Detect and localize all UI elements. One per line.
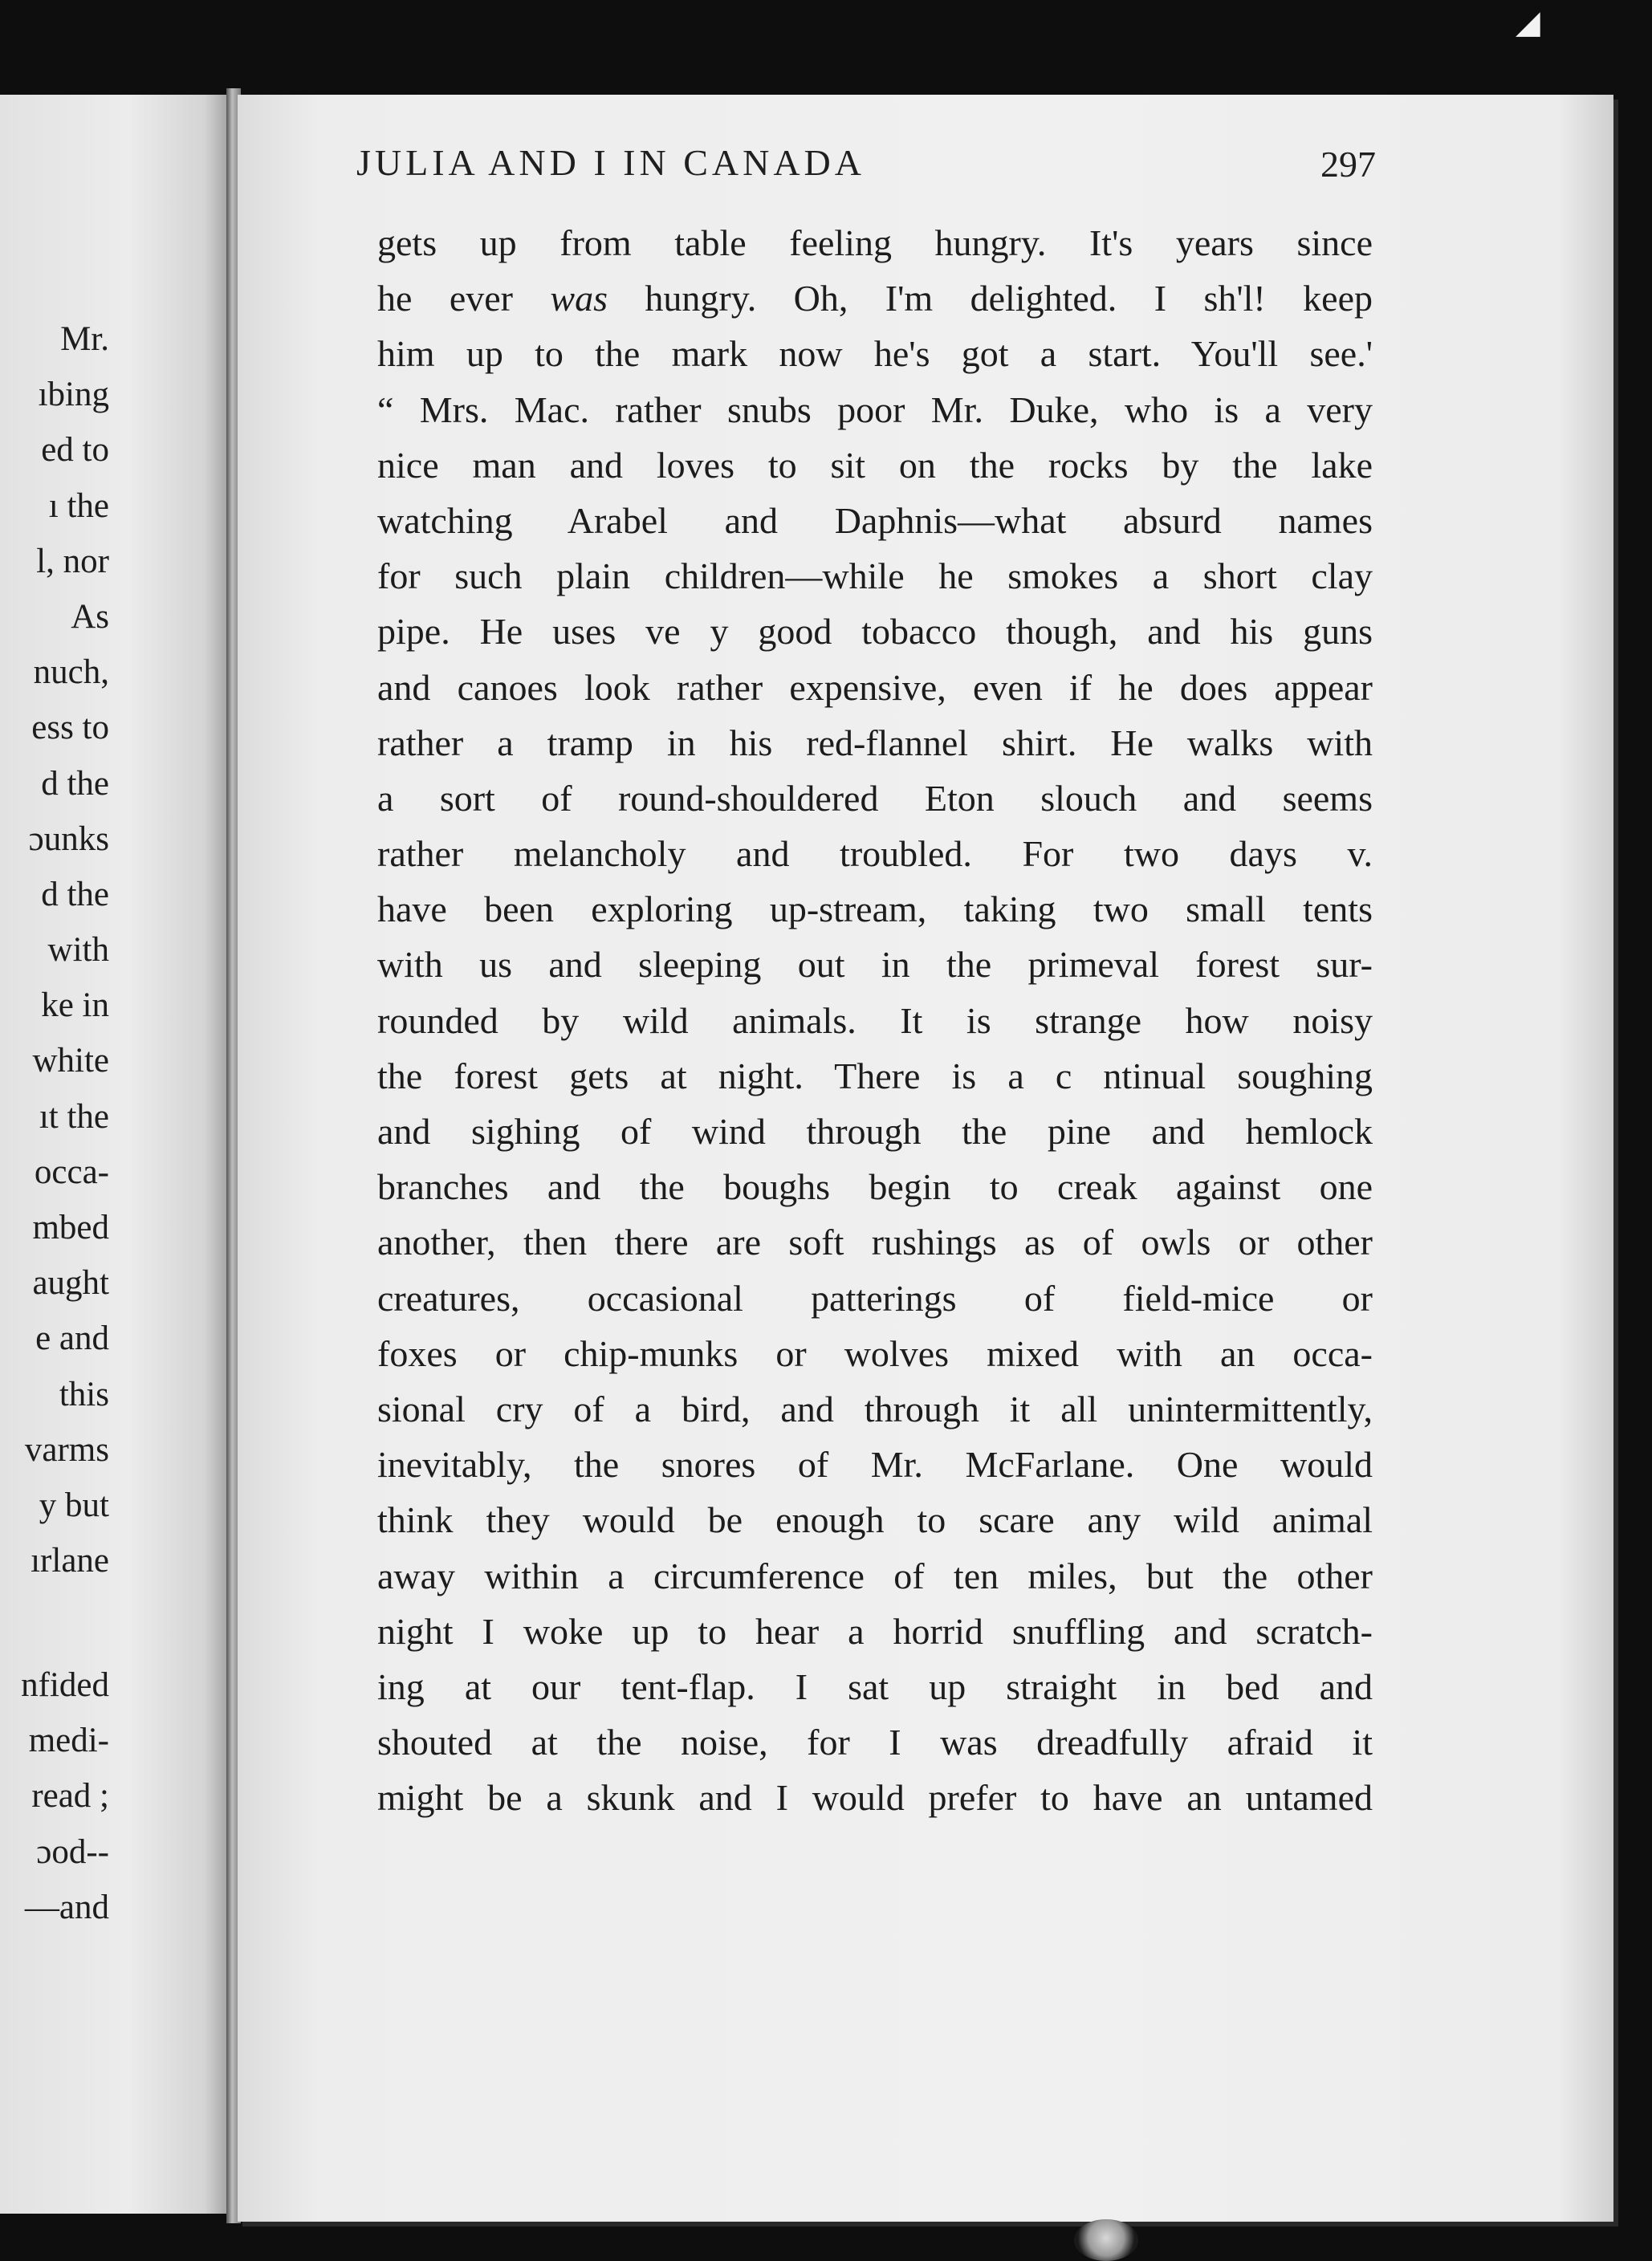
text-line: another, then there are soft rushings as of owls or other xyxy=(377,1222,1373,1263)
left-page-line: e and xyxy=(35,1320,109,1358)
binding-ornament xyxy=(1074,2219,1138,2261)
text-line: have been exploring up-stream, taking two small tents xyxy=(377,889,1373,930)
text-line: rather a tramp in his red-flannel shirt. He walks with xyxy=(377,722,1373,763)
page-number: 297 xyxy=(1320,144,1376,185)
text-line: rather melancholy and troubled. For two days v. xyxy=(377,833,1373,875)
left-page-line: medi- xyxy=(28,1722,109,1760)
text-line: shouted at the noise, for I was dreadfully afraid it xyxy=(377,1722,1373,1763)
left-page-line: ıt the xyxy=(39,1097,109,1136)
left-page-line: aught xyxy=(32,1264,109,1303)
text-line: think they would be enough to scare any wild animal xyxy=(377,1499,1373,1541)
left-page-line: ıbing xyxy=(38,376,109,414)
text-line: foxes or chip-munks or wolves mixed with an occa- xyxy=(377,1332,1373,1374)
text-line: him up to the mark now he's got a start. You'll see.' xyxy=(377,333,1373,375)
left-page-line: ke in xyxy=(41,986,109,1025)
left-page-line: y but xyxy=(39,1486,109,1524)
left-page-line: ed to xyxy=(41,431,109,470)
left-page-line: this xyxy=(59,1375,109,1413)
left-page-line: —and xyxy=(24,1888,109,1926)
text-line: gets up from table feeling hungry. It's years since xyxy=(377,222,1373,263)
text-line: pipe. He uses ve y good tobacco though, and his guns xyxy=(377,611,1373,653)
left-page-line: Mr. xyxy=(60,320,109,358)
left-page-line: ı the xyxy=(48,486,109,525)
running-title: JULIA AND I IN CANADA xyxy=(356,142,865,183)
text-line: ing at our tent-flap. I sat up straight in bed and xyxy=(377,1665,1373,1707)
left-page-line: nuch, xyxy=(33,653,109,692)
left-page-line: mbed xyxy=(32,1209,109,1246)
left-page-line: white xyxy=(32,1042,109,1080)
text-line: a sort of round-shouldered Eton slouch and seems xyxy=(377,777,1373,819)
left-page-line: ırlane xyxy=(31,1542,109,1580)
text-line: with us and sleeping out in the primeval forest sur- xyxy=(377,944,1373,986)
text-line: watching Arabel and Daphnis—what absurd names xyxy=(377,499,1373,541)
left-page-line: ess to xyxy=(31,709,109,747)
text-line: night I woke up to hear a horrid snuffling and scratch- xyxy=(377,1610,1373,1652)
italic-word: was xyxy=(550,278,608,319)
body-text xyxy=(377,215,1373,1825)
text-line: the forest gets at night. There is a c ntinual soughing xyxy=(377,1055,1373,1096)
text-line: away within a circumference of ten miles, but the other xyxy=(377,1555,1373,1596)
text-line: he ever was hungry. Oh, I'm delighted. I sh'l! keep xyxy=(377,278,1373,319)
text-line: sional cry of a bird, and through it all unintermittently, xyxy=(377,1388,1373,1429)
text-line: for such plain children—while he smokes a short clay xyxy=(377,555,1373,597)
text-line: creatures, occasional patterings of field-mice or xyxy=(377,1277,1373,1319)
left-page-line: d the xyxy=(41,875,109,913)
text-line: and sighing of wind through the pine and hemlock xyxy=(377,1111,1373,1152)
left-page-line: As xyxy=(71,597,109,636)
text-line: rounded by wild animals. It is strange how noisy xyxy=(377,999,1373,1041)
left-page-line: ɔunks xyxy=(28,819,109,858)
text-line: branches and the boughs begin to creak against one xyxy=(377,1166,1373,1208)
text-line: inevitably, the snores of Mr. McFarlane. One would xyxy=(377,1444,1373,1486)
text-line: “ Mrs. Mac. rather snubs poor Mr. Duke, who is a very xyxy=(377,388,1373,430)
left-page-line: occa- xyxy=(34,1153,109,1191)
left-page-line: d the xyxy=(41,764,109,803)
left-page-line: read ; xyxy=(31,1777,109,1816)
left-page-line: ɔod-- xyxy=(36,1832,109,1871)
left-page-line: varms xyxy=(24,1430,109,1469)
running-head xyxy=(356,141,1376,197)
left-page xyxy=(0,95,233,2214)
text-line: might be a skunk and I would prefer to have an untamed xyxy=(377,1777,1373,1819)
scan-corner-mark: ◢ xyxy=(1516,4,1540,41)
left-page-text-lower xyxy=(21,1657,109,1935)
text-line: nice man and loves to sit on the rocks by the lake xyxy=(377,444,1373,486)
text-line: and canoes look rather expensive, even if he does appear xyxy=(377,666,1373,708)
left-page-text-upper xyxy=(25,311,109,1588)
left-page-line: with xyxy=(47,931,109,970)
left-page-line: l, nor xyxy=(36,542,109,580)
left-page-line: nfided xyxy=(21,1666,109,1704)
